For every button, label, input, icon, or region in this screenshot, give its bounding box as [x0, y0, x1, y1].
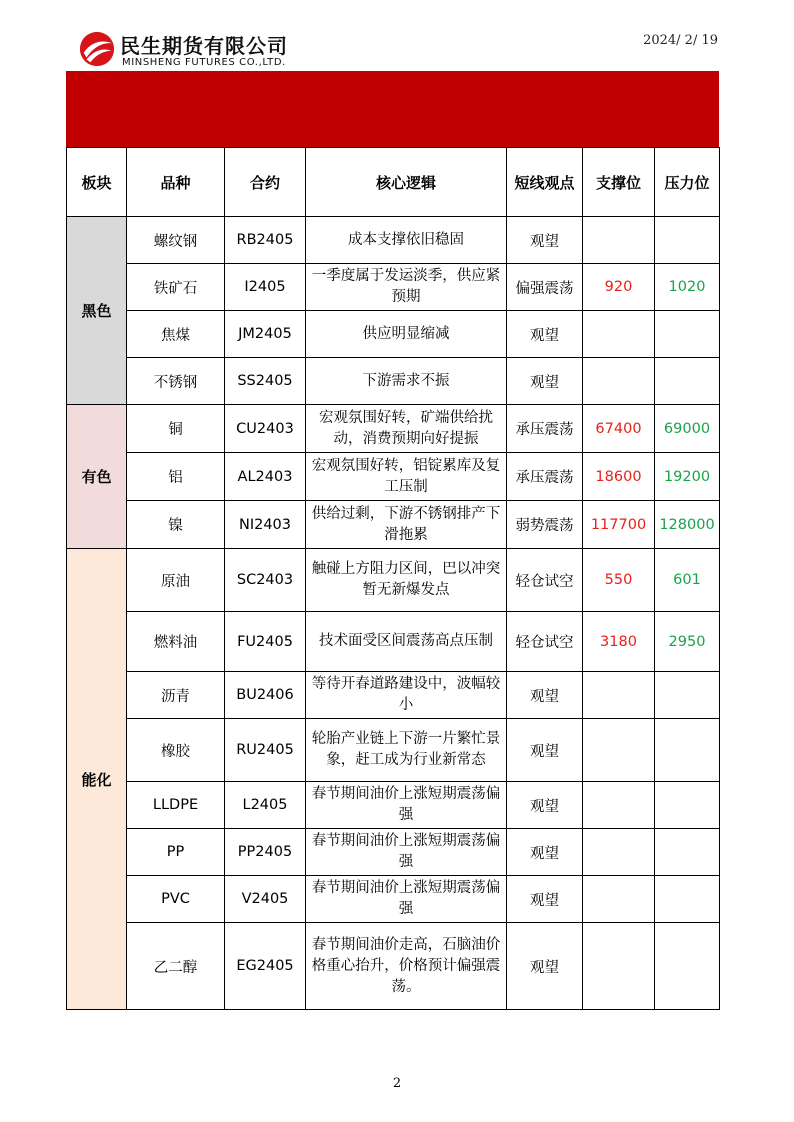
view-cell: 轻仓试空: [507, 549, 583, 612]
table-row: [67, 217, 720, 264]
variety-cell: 沥青: [127, 672, 225, 719]
pressure-value-cell: [655, 719, 720, 782]
contract-cell: SS2405: [225, 358, 306, 405]
contract-cell: JM2405: [225, 311, 306, 358]
minsheng-logo-icon: [78, 30, 116, 68]
strategy-table: [66, 147, 720, 1010]
logic-cell: 宏观氛围好转，矿端供给扰动，消费预期向好提振: [306, 405, 507, 453]
view-cell: 观望: [507, 782, 583, 829]
company-name-cn: 民生期货有限公司: [120, 34, 288, 58]
variety-cell: PP: [127, 829, 225, 876]
contract-cell: BU2406: [225, 672, 306, 719]
variety-cell: 橡胶: [127, 719, 225, 782]
pressure-value-cell: [655, 672, 720, 719]
page-number: 2: [392, 1076, 402, 1091]
view-cell: 承压震荡: [507, 405, 583, 453]
support-value-cell: [583, 829, 655, 876]
view-cell: 观望: [507, 217, 583, 264]
support-value-cell: [583, 876, 655, 923]
support-value-cell: [583, 923, 655, 1010]
pressure-value-cell: 1020: [655, 264, 720, 311]
table-row: [67, 612, 720, 672]
table-row: [67, 358, 720, 405]
variety-cell: LLDPE: [127, 782, 225, 829]
table-row: [67, 923, 720, 1010]
support-value-cell: [583, 217, 655, 264]
view-cell: 观望: [507, 358, 583, 405]
logic-cell: 触碰上方阻力区间，巴以冲突暂无新爆发点: [306, 549, 507, 612]
table-row: [67, 876, 720, 923]
view-cell: 观望: [507, 311, 583, 358]
pressure-value-cell: [655, 829, 720, 876]
variety-cell: 原油: [127, 549, 225, 612]
variety-cell: 不锈钢: [127, 358, 225, 405]
table-row: [67, 829, 720, 876]
pressure-value-cell: 128000: [655, 501, 720, 549]
variety-cell: 燃料油: [127, 612, 225, 672]
logic-cell: 宏观氛围好转，铝锭累库及复工压制: [306, 453, 507, 501]
contract-cell: RU2405: [225, 719, 306, 782]
header-logic: 核心逻辑: [306, 148, 507, 217]
variety-cell: 乙二醇: [127, 923, 225, 1010]
table-row: [67, 311, 720, 358]
logic-cell: 春节期间油价上涨短期震荡偏强: [306, 829, 507, 876]
support-value-cell: [583, 782, 655, 829]
view-cell: 观望: [507, 672, 583, 719]
pressure-value-cell: 69000: [655, 405, 720, 453]
support-value-cell: 18600: [583, 453, 655, 501]
table-row: [67, 719, 720, 782]
view-cell: 偏强震荡: [507, 264, 583, 311]
contract-cell: V2405: [225, 876, 306, 923]
header-pressure: 压力位: [655, 148, 720, 217]
logic-cell: 春节期间油价上涨短期震荡偏强: [306, 876, 507, 923]
table-row: [67, 549, 720, 612]
contract-cell: FU2405: [225, 612, 306, 672]
support-value-cell: 920: [583, 264, 655, 311]
contract-cell: NI2403: [225, 501, 306, 549]
pressure-value-cell: 601: [655, 549, 720, 612]
pressure-value-cell: [655, 358, 720, 405]
table-header-row: [67, 148, 720, 217]
sector-cell: 黑色: [67, 217, 127, 405]
contract-cell: EG2405: [225, 923, 306, 1010]
contract-cell: L2405: [225, 782, 306, 829]
support-value-cell: [583, 311, 655, 358]
support-value-cell: [583, 358, 655, 405]
title-banner: [66, 71, 719, 147]
view-cell: 观望: [507, 876, 583, 923]
variety-cell: 铝: [127, 453, 225, 501]
contract-cell: AL2403: [225, 453, 306, 501]
support-value-cell: 117700: [583, 501, 655, 549]
table-row: [67, 405, 720, 453]
contract-cell: I2405: [225, 264, 306, 311]
variety-cell: PVC: [127, 876, 225, 923]
support-value-cell: [583, 719, 655, 782]
pressure-value-cell: [655, 311, 720, 358]
header-variety: 品种: [127, 148, 225, 217]
table-row: [67, 672, 720, 719]
contract-cell: SC2403: [225, 549, 306, 612]
view-cell: 弱势震荡: [507, 501, 583, 549]
view-cell: 观望: [507, 719, 583, 782]
company-name-en: MINSHENG FUTURES CO.,LTD.: [122, 57, 286, 68]
logic-cell: 下游需求不振: [306, 358, 507, 405]
pressure-value-cell: 19200: [655, 453, 720, 501]
logic-cell: 春节期间油价上涨短期震荡偏强: [306, 782, 507, 829]
pressure-value-cell: [655, 782, 720, 829]
sector-cell: 能化: [67, 549, 127, 1010]
report-date: 2024/ 2/ 19: [643, 33, 718, 48]
variety-cell: 镍: [127, 501, 225, 549]
contract-cell: RB2405: [225, 217, 306, 264]
table-row: [67, 453, 720, 501]
header-sector: 板块: [67, 148, 127, 217]
table-row: [67, 782, 720, 829]
company-logo: [78, 28, 318, 72]
variety-cell: 螺纹钢: [127, 217, 225, 264]
view-cell: 观望: [507, 829, 583, 876]
pressure-value-cell: [655, 217, 720, 264]
view-cell: 轻仓试空: [507, 612, 583, 672]
variety-cell: 焦煤: [127, 311, 225, 358]
pressure-value-cell: [655, 876, 720, 923]
variety-cell: 铜: [127, 405, 225, 453]
logic-cell: 等待开春道路建设中，波幅较小: [306, 672, 507, 719]
logic-cell: 成本支撑依旧稳固: [306, 217, 507, 264]
sector-cell: 有色: [67, 405, 127, 549]
logic-cell: 轮胎产业链上下游一片繁忙景象，赶工成为行业新常态: [306, 719, 507, 782]
logic-cell: 技术面受区间震荡高点压制: [306, 612, 507, 672]
contract-cell: PP2405: [225, 829, 306, 876]
support-value-cell: 550: [583, 549, 655, 612]
header-contract: 合约: [225, 148, 306, 217]
table-row: [67, 264, 720, 311]
support-value-cell: 67400: [583, 405, 655, 453]
logic-cell: 一季度属于发运淡季，供应紧预期: [306, 264, 507, 311]
table-row: [67, 501, 720, 549]
contract-cell: CU2403: [225, 405, 306, 453]
header-view: 短线观点: [507, 148, 583, 217]
variety-cell: 铁矿石: [127, 264, 225, 311]
logic-cell: 春节期间油价走高，石脑油价格重心抬升，价格预计偏强震荡。: [306, 923, 507, 1010]
view-cell: 承压震荡: [507, 453, 583, 501]
support-value-cell: [583, 672, 655, 719]
view-cell: 观望: [507, 923, 583, 1010]
support-value-cell: 3180: [583, 612, 655, 672]
logic-cell: 供应明显缩减: [306, 311, 507, 358]
header-support: 支撑位: [583, 148, 655, 217]
logic-cell: 供给过剩，下游不锈钢排产下滑拖累: [306, 501, 507, 549]
pressure-value-cell: [655, 923, 720, 1010]
pressure-value-cell: 2950: [655, 612, 720, 672]
